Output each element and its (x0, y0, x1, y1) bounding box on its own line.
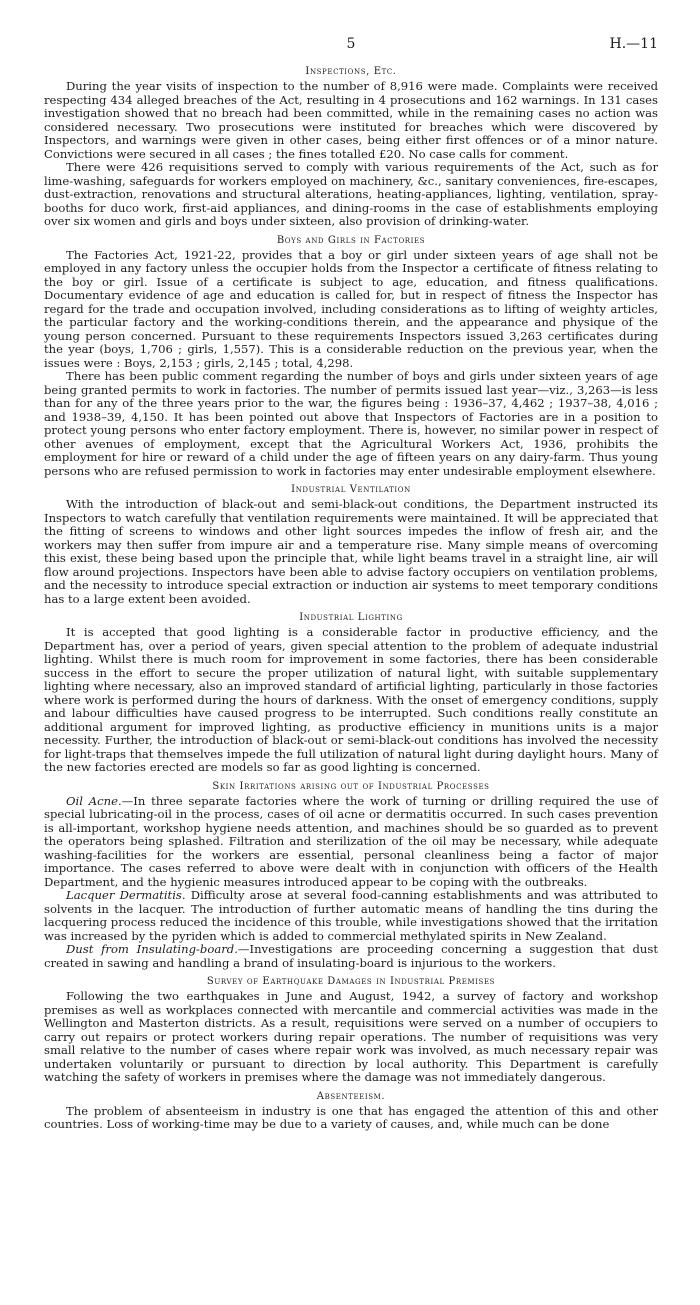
section-heading: Boys and Girls in Factories (276, 234, 426, 246)
paragraph-text: It is accepted that good lighting is a considerable factor in productive efficiency, and the Department has, over a period of years, given special attention to the problem of adequate industrial lighting. Whilst there is much room for improvement in some factories, there has been considerable success in the effort to secure the proper utilization of natural light, with suitable supplementary lighting where necessary, also an improved standard of artificial lighting, particularly in those factories where work is performed during the hours of darkness. With the onset of emergency conditions, supply and labour difficulties have caused progress to be interrupted. Such conditions really constitute an additional argument for improved lighting, as productive efficiency in munitions units is a major necessity. Further, the introduction of black-out or semi-black-out conditions has involved the necessity for light-traps that themselves impede the full utilization of natural light during daylight hours. Many of the new factories erected are models so far as good lighting is concerned. (44, 625, 658, 774)
paragraph (44, 161, 658, 229)
section-heading: Industrial Ventilation (291, 484, 411, 495)
paragraph-text: Difficulty arose at several food-canning establishments and was attributed to solvents in the lacquer. The introduction of further automatic means of handling the tins during the lacquering process reduced the incidence of this trouble, while investigations showed that the irritation was increased by the pyriden which is added to commercial methylated spirits in New Zealand. (44, 888, 658, 943)
page-header (44, 36, 658, 60)
section-heading: Survey of Earthquake Damages in Industrial Premises (206, 976, 496, 987)
paragraph-text: Following the two earthquakes in June and August, 1942, a survey of factory and workshop premises as well as workplaces connected with mercantile and commercial activities was made in the Wellington and Masterton districts. As a result, requisitions were served on a number of occupiers to carry out repairs or protect workers during repair operations. The number of requisitions was very small relative to the number of cases where repair work was involved, as much necessary repair was undertaken voluntarily or pursuant to direction by local authority. This Department is carefully watching the safety of workers in premises where the damage was not immediately dangerous. (44, 989, 658, 1084)
paragraph-text: During the year visits of inspection to the number of 8,916 were made. Complaints were received respecting 434 alleged breaches of the Act, resulting in 4 prosecutions and 162 warnings. In 131 cases investigation showed that no breach had been committed, while in the remaining cases no action was considered necessary. Two prosecutions were instituted for breaches which were discovered by Inspectors, and warnings were given in other cases, being either first offences or of a minor nature. Convictions were secured in all cases ; the fines totalled £20. No case calls for comment. (44, 79, 658, 161)
paragraph-title: Oil Acne. (66, 793, 122, 808)
section-heading: Industrial Lighting (299, 612, 403, 623)
paragraph (44, 889, 658, 943)
paragraph (44, 370, 658, 478)
paragraph (44, 1105, 658, 1132)
paragraph-text: There has been public comment regarding the number of boys and girls under sixteen years of age being granted permits to work in factories. The number of permits issued last year—viz., 3,263—is less than for any of the three years prior to the war, the figures being : 1936–37, 4,462 ; 1937–38, 4,016 ; and 1938–39, 4,150. It has been pointed out above that Inspectors of Factories are in a position to protect young persons who enter factory employment. There is, however, no similar power in respect of other avenues of employment, except that the Agricultural Workers Act, 1936, prohibits the employment for hire or reward of a child under the age of fifteen years on any dairy-farm. Thus young persons who are refused permission to work in factories may enter undesirable employment elsewhere. (44, 369, 658, 478)
paragraph (44, 626, 658, 775)
paragraph (44, 990, 658, 1085)
paragraph-text: There were 426 requisitions served to comply with various requirements of the Act, such as for lime-washing, safeguards for workers employed on machinery, &c., sanitary conveniences, fire-escapes, dust-extraction, renovations and structural alterations, heating-appliances, lighting, ventilation, spray-booths for duco work, first-aid appliances, and dining-rooms in the case of establishments employing over six women and girls and boys under sixteen, also provision of drinking-water. (44, 160, 658, 228)
paragraph (44, 943, 658, 970)
section-heading: Skin Irritations arising out of Industrial Processes (212, 780, 490, 792)
paragraph-text: The problem of absenteeism in industry is one that has engaged the attention of this and other countries. Loss of working-time may be due to a variety of causes, and, while much can be done (44, 1103, 658, 1131)
paragraph-text: —Investigations are proceeding concerning a suggestion that dust created in sawing and handling a brand of insulating-board is injurious to the workers. (44, 942, 658, 970)
paragraph-text: With the introduction of black-out and semi-black-out conditions, the Department instructed its Inspectors to watch carefully that ventilation requirements were maintained. It will be appreciated that the fitting of screens to windows and other light sources impedes the inflow of fresh air, and the workers may then suffer from impure air and a temperature rise. Many simple means of overcoming this exist, these being based upon the principle that, while light beams travel in a straight line, air will flow around projections. Inspectors have been able to advise factory occupiers on ventilation problems, and the necessity to introduce special extraction or induction air systems to meet temporary conditions has to a large extent been avoided. (44, 497, 658, 606)
paragraph-text: The Factories Act, 1921-22, provides that a boy or girl under sixteen years of age shall not be employed in any factory unless the occupier holds from the Inspector a certificate of fitness relating to the boy or girl. Issue of a certificate is subject to age, education, and fitness qualifications. Documentary evidence of age and education is called for, but in respect of fitness the Inspector has regard for the trade and occupation involved, including considerations as to lifting of weighty articles, the particular factory and the working-conditions therein, and the appearance and physique of the young person concerned. Pursuant to these requirements Inspectors issued 3,263 certificates during the year (boys, 1,706 ; girls, 1,557). This is a considerable reduction on the previous year, when the issues were : Boys, 2,153 ; girls, 2,145 ; total, 4,298. (44, 247, 658, 370)
section-heading: Absenteeism. (316, 1090, 386, 1102)
paragraph-title: Dust from Insulating-board. (66, 942, 238, 956)
page-number: 5 (346, 36, 356, 52)
paragraph (44, 80, 658, 161)
paragraph (44, 795, 658, 890)
paragraph-title: Lacquer Dermatitis. (66, 888, 186, 902)
paragraph (44, 498, 658, 606)
document-reference: H.—11 (609, 36, 658, 52)
paragraph (44, 249, 658, 371)
paragraph-text: —In three separate factories where the work of turning or drilling required the use of special lubricating-oil in the process, cases of oil acne or dermatitis occurred. In such cases prevention is all-important, workshop hygiene needs attention, and machines should be so guarded as to prevent the operators being splashed. Filtration and sterilization of the oil may be necessary, while adequate washing-facilities for the workers are essential, personal cleanliness being a factor of major importance. The cases referred to above were dealt with in conjunction with officers of the Health Department, and the hygienic measures introduced appear to be coping with the outbreaks. (44, 793, 658, 889)
section-heading: Inspections, Etc. (305, 66, 397, 77)
document-body (44, 66, 658, 1132)
